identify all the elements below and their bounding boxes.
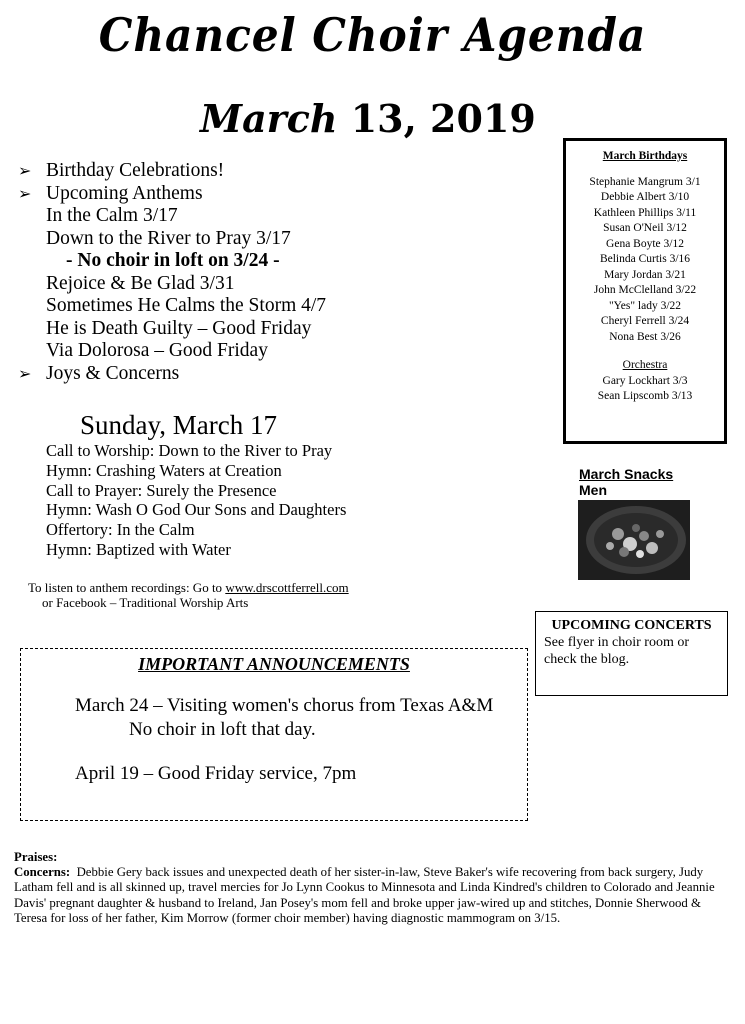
service-item: Hymn: Wash O God Our Sons and Daughters: [46, 500, 347, 520]
agenda-item-text: Rejoice & Be Glad 3/31: [46, 272, 235, 294]
listen-prefix: To listen to anthem recordings: Go to: [28, 580, 226, 595]
service-item: Offertory: In the Calm: [46, 520, 195, 540]
agenda-item: [18, 160, 558, 183]
agenda-item: [18, 295, 558, 318]
listen-note: [28, 580, 349, 610]
agenda-item: [18, 340, 558, 363]
concerns-text: Debbie Gery back issues and unexpected death of her sister-in-law, Steve Baker's wife recovering from back surgery, Judy Latham fell and is all skinned up, travel mercies for Jo Lynn Cookus to Minnesota and Linda Kindred's children to Colorado and Jeannie Davis' pregnant daughter & husband to Ireland, Jan Posey's mom fell and broke upper jaw-wired up and stitches, Donnie Sherwood & Teresa for loss of her father, Kim Morrow (former choir member) having diagnostic mammogram on 3/15.: [14, 865, 715, 925]
date-month: March: [200, 96, 338, 141]
agenda-item-text: He is Death Guilty – Good Friday: [46, 317, 312, 339]
service-item: Hymn: Baptized with Water: [46, 539, 231, 559]
snacks-photo: [578, 500, 690, 580]
concerts-box: [535, 611, 728, 696]
service-item: Call to Prayer: Surely the Presence: [46, 480, 277, 500]
page-title: Chancel Choir Agenda: [98, 8, 647, 62]
concerts-heading: UPCOMING CONCERTS: [551, 618, 712, 633]
bullet-arrow-icon: ➢: [18, 363, 32, 383]
birthdays-list: [566, 175, 724, 346]
concerts-line-2: check the blog.: [544, 652, 630, 667]
orchestra-list: [566, 374, 724, 405]
orchestra-entry: Gary Lockhart 3/3: [602, 374, 688, 387]
listen-line-2: or Facebook – Traditional Worship Arts: [42, 595, 249, 610]
birthday-entry: Susan O'Neil 3/12: [603, 222, 687, 234]
agenda-item: [18, 273, 558, 296]
snacks-block: [579, 466, 673, 498]
agenda-item-text: - No choir in loft on 3/24 -: [66, 250, 280, 271]
agenda-item-text: Birthday Celebrations!: [46, 160, 225, 181]
agenda-item-text: Down to the River to Pray 3/17: [46, 227, 291, 249]
agenda-item: [18, 205, 558, 228]
agenda-item-text: Upcoming Anthems: [46, 182, 203, 204]
service-item: Call to Worship: Down to the River to Pray: [46, 441, 333, 460]
website-link[interactable]: www.drscottferrell.com: [225, 580, 349, 595]
announcement-1: March 24 – Visiting women's chorus from Texas A&M: [75, 695, 494, 716]
agenda-item-text: Sometimes He Calms the Storm 4/7: [46, 295, 327, 316]
agenda-item-text: Via Dolorosa – Good Friday: [46, 340, 268, 361]
snacks-photo-image: [578, 500, 690, 580]
sunday-service-list: [46, 441, 346, 560]
birthday-entry: Mary Jordan 3/21: [604, 268, 686, 281]
agenda-item-text: Joys & Concerns: [46, 362, 180, 384]
birthday-entry: Kathleen Phillips 3/11: [593, 206, 697, 219]
birthdays-box: [563, 138, 727, 444]
concerns-label: Concerns:: [14, 865, 71, 880]
birthdays-heading: March Birthdays: [602, 150, 688, 162]
concerts-line-1: See flyer in choir room or: [544, 635, 690, 650]
announcement-1-detail: No choir in loft that day.: [129, 719, 316, 740]
announcement-2: April 19 – Good Friday service, 7pm: [75, 763, 357, 784]
praises-label: Praises:: [14, 850, 58, 864]
snacks-title: March Snacks: [579, 466, 674, 482]
sunday-heading: Sunday, March 17: [80, 410, 277, 440]
birthday-entry: John McClelland 3/22: [593, 284, 697, 296]
birthday-entry: Belinda Curtis 3/16: [599, 253, 691, 265]
agenda-item: [18, 228, 558, 251]
birthday-entry: Debbie Albert 3/10: [600, 191, 690, 203]
snacks-who: Men: [579, 482, 607, 498]
bullet-arrow-icon: ➢: [18, 161, 32, 180]
agenda-item-text: In the Calm 3/17: [46, 205, 178, 226]
bullet-arrow-icon: ➢: [18, 183, 32, 203]
birthday-entry: Cheryl Ferrell 3/24: [600, 315, 690, 327]
orchestra-heading: Orchestra: [622, 359, 668, 371]
announcements-heading: IMPORTANT ANNOUNCEMENTS: [138, 654, 410, 674]
agenda-item: [18, 363, 558, 386]
service-item: Hymn: Crashing Waters at Creation: [46, 460, 282, 480]
agenda-item: [18, 250, 558, 273]
meeting-date: [200, 96, 536, 141]
orchestra-entry: Sean Lipscomb 3/13: [597, 390, 693, 402]
date-day-year: 13, 2019: [350, 96, 536, 141]
announcements-box: [20, 648, 528, 821]
prayer-requests: [14, 850, 730, 926]
birthday-entry: Stephanie Mangrum 3/1: [589, 175, 701, 188]
agenda-item: [18, 183, 558, 206]
birthday-entry: "Yes" lady 3/22: [608, 299, 682, 312]
birthday-entry: Gena Boyte 3/12: [606, 237, 684, 250]
agenda-list: [18, 160, 558, 385]
birthday-entry: Nona Best 3/26: [609, 330, 681, 343]
agenda-item: [18, 318, 558, 341]
